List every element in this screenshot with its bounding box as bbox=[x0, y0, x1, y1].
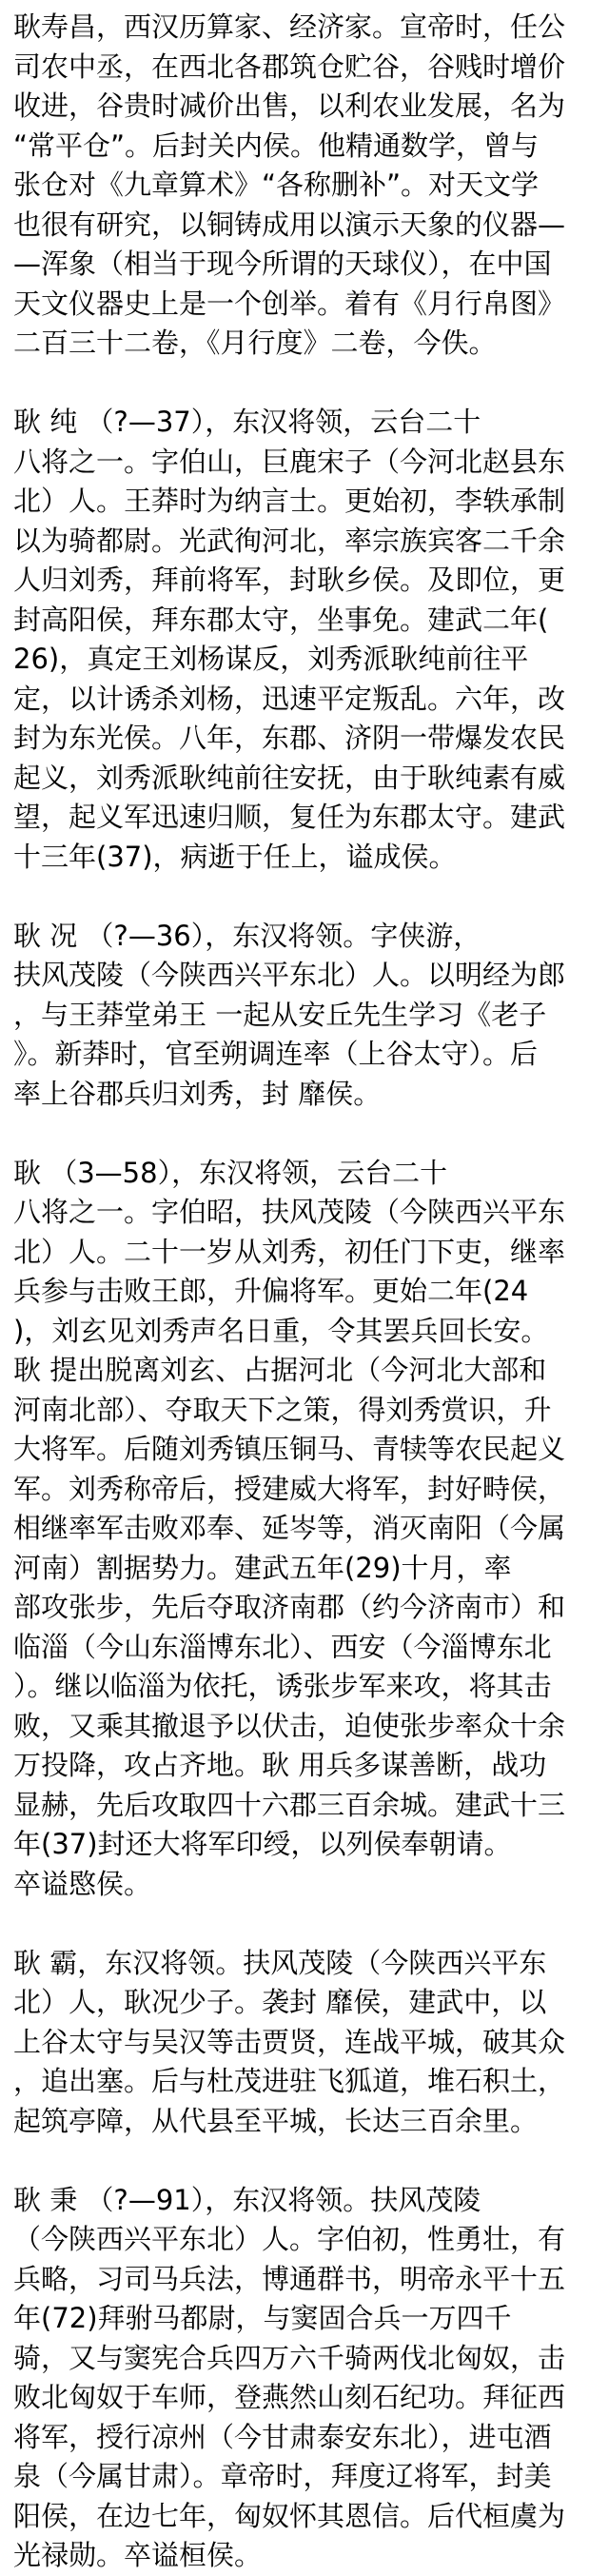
text-line: 北）人，耿况少子。袭封 靡侯，建武中，以 bbox=[13, 1986, 547, 2018]
text-line: 败北匈奴于车师，登燕然山刻石纪功。拜征西 bbox=[13, 2381, 566, 2413]
text-line: 望，起义军迅速归顺，复任为东郡太守。建武 bbox=[13, 801, 566, 833]
text-line: 年(72)拜驸马都尉，与窦固合兵一万四千 bbox=[13, 2302, 512, 2334]
text-line: 败，又乘其撤退予以伏击，迫使张步率众十余 bbox=[13, 1709, 566, 1742]
text-line: 司农中丞，在西北各郡筑仓贮谷，谷贱时增价 bbox=[13, 50, 566, 83]
text-line: 河南）割据势力。建武五年(29)十月，率 bbox=[13, 1551, 512, 1584]
text-line: 将军，授行凉州（今甘肃泰安东北），进屯酒 bbox=[13, 2420, 552, 2453]
text-line: 八将之一。字伯昭，扶风茂陵（今陕西兴平东 bbox=[13, 1196, 566, 1228]
text-line: 收进，谷贵时减价出售，以利农业发展，名为 bbox=[13, 89, 566, 122]
text-line: )，刘玄见刘秀声名日重，令其罢兵回长安。 bbox=[13, 1314, 549, 1347]
text-line: 泉（今属甘肃）。章帝时，拜度辽将军，封美 bbox=[13, 2460, 552, 2492]
text-line: 起筑亭障，从代县至平城，长达三百余里。 bbox=[13, 2104, 539, 2137]
text-line: ，追出塞。后与杜茂进驻飞狐道，堆石积土， bbox=[13, 2065, 566, 2097]
entry-geng-shouchang bbox=[13, 8, 596, 364]
text-line: 年(37)封还大将军印绶，以列侯奉朝请。 bbox=[13, 1828, 512, 1860]
text-line: 定，以计诱杀刘杨，迅速平定叛乱。六年，改 bbox=[13, 682, 566, 715]
text-line: 卒谥愍侯。 bbox=[13, 1867, 152, 1900]
text-line: 临淄（今山东淄博东北）、西安（今淄博东北 bbox=[13, 1630, 552, 1663]
text-line: ）。继以临淄为依托，诱张步军来攻，将其击 bbox=[13, 1670, 552, 1702]
text-line: （今陕西兴平东北）人。字伯初，性勇壮，有 bbox=[13, 2223, 566, 2255]
text-line: 耿 秉 （?—91），东汉将领。扶风茂陵 bbox=[13, 2183, 481, 2216]
text-line: 耿 况 （?—36），东汉将领。字侠游， bbox=[13, 919, 481, 952]
text-line: 显赫，先后攻取四十六郡三百余城。建武十三 bbox=[13, 1788, 566, 1821]
text-line: 大将军。后随刘秀镇压铜马、青犊等农民起义 bbox=[13, 1433, 566, 1465]
text-line: 光禄勋。卒谥桓侯。 bbox=[13, 2539, 263, 2571]
text-line: 河南北部）、夺取天下之策，得刘秀赏识，升 bbox=[13, 1393, 552, 1426]
text-line: 封为东光侯。八年，东郡、济阴一带爆发农民 bbox=[13, 722, 566, 754]
text-line: 骑，又与窦宪合兵四万六千骑两伐北匈奴，击 bbox=[13, 2341, 566, 2374]
text-line: 耿 纯 （?—37），东汉将领，云台二十 bbox=[13, 406, 481, 438]
entry-geng-bing bbox=[13, 2181, 596, 2576]
text-line: 人归刘秀，拜前将军，封耿乡侯。及即位，更 bbox=[13, 564, 566, 596]
text-line: 万投降，攻占齐地。耿 用兵多谋善断，战功 bbox=[13, 1749, 547, 1781]
text-line: 天文仪器史上是一个创举。着有《月行帛图》 bbox=[13, 287, 566, 320]
text-line: 相继率军击败邓奉、延岑等，消灭南阳（今属 bbox=[13, 1512, 566, 1544]
text-line: 十三年(37)，病逝于任上，谥成侯。 bbox=[13, 840, 457, 873]
text-line: 部攻张步，先后夺取济南郡（约今济南市）和 bbox=[13, 1591, 566, 1623]
text-line: 耿 霸，东汉将领。扶风茂陵（今陕西兴平东 bbox=[13, 1946, 547, 1979]
text-line: 也很有研究，以铜铸成用以演示天象的仪器— bbox=[13, 208, 566, 241]
text-line: 封高阳侯，拜东郡太守，坐事免。建武二年( bbox=[13, 603, 549, 636]
text-line: 北）人。二十一岁从刘秀，初任门下吏，继率 bbox=[13, 1235, 566, 1268]
text-line: 北）人。王莽时为纳言士。更始初，李轶承制 bbox=[13, 485, 566, 517]
text-line: 上谷太守与吴汉等击贾贤，连战平城，破其众 bbox=[13, 2025, 566, 2058]
text-line: 26)，真定王刘杨谋反，刘秀派耿纯前往平 bbox=[13, 643, 529, 675]
text-line: 八将之一。字伯山，巨鹿宋子（今河北赵县东 bbox=[13, 445, 566, 478]
text-line: 兵略，习司马兵法，博通群书，明帝永平十五 bbox=[13, 2262, 566, 2295]
text-line: “常平仓”。后封关内侯。他精通数学，曾与 bbox=[13, 129, 540, 162]
text-line: 起义，刘秀派耿纯前往安抚，由于耿纯素有威 bbox=[13, 761, 566, 794]
text-line: 扶风茂陵（今陕西兴平东北）人。以明经为郎 bbox=[13, 959, 566, 991]
text-line: 耿寿昌，西汉历算家、经济家。宣帝时，任公 bbox=[13, 10, 566, 43]
text-line: 率上谷郡兵归刘秀，封 靡侯。 bbox=[13, 1077, 382, 1110]
text-line: ，与王莽堂弟王 一起从安丘先生学习《老子 bbox=[13, 998, 547, 1031]
text-line: 》。新莽时，官至朔调连率（上谷太守）。后 bbox=[13, 1038, 539, 1070]
text-line: 军。刘秀称帝后，授建威大将军，封好畤侯， bbox=[13, 1472, 566, 1505]
text-line: 兵参与击败王郎，升偏将军。更始二年(24 bbox=[13, 1275, 529, 1307]
text-line: 以为骑都尉。光武徇河北，率宗族宾客二千余 bbox=[13, 524, 566, 557]
entry-geng-ba bbox=[13, 1944, 596, 2142]
entry-geng-yan bbox=[13, 1154, 596, 1905]
text-line: 阳侯，在边七年，匈奴怀其恩信。后代桓虞为 bbox=[13, 2499, 566, 2532]
text-line: 耿 （3—58），东汉将领，云台二十 bbox=[13, 1156, 448, 1189]
text-line: —浑象（相当于现今所谓的天球仪），在中国 bbox=[13, 248, 552, 280]
text-line: 张仓对《九章算术》“各称删补”。对天文学 bbox=[13, 168, 540, 201]
entry-geng-kuang bbox=[13, 917, 596, 1115]
text-line: 二百三十二卷，《月行度》二卷，今佚。 bbox=[13, 327, 497, 359]
entry-geng-chun bbox=[13, 403, 596, 877]
text-line: 耿 提出脱离刘玄、占据河北（今河北大部和 bbox=[13, 1354, 547, 1386]
